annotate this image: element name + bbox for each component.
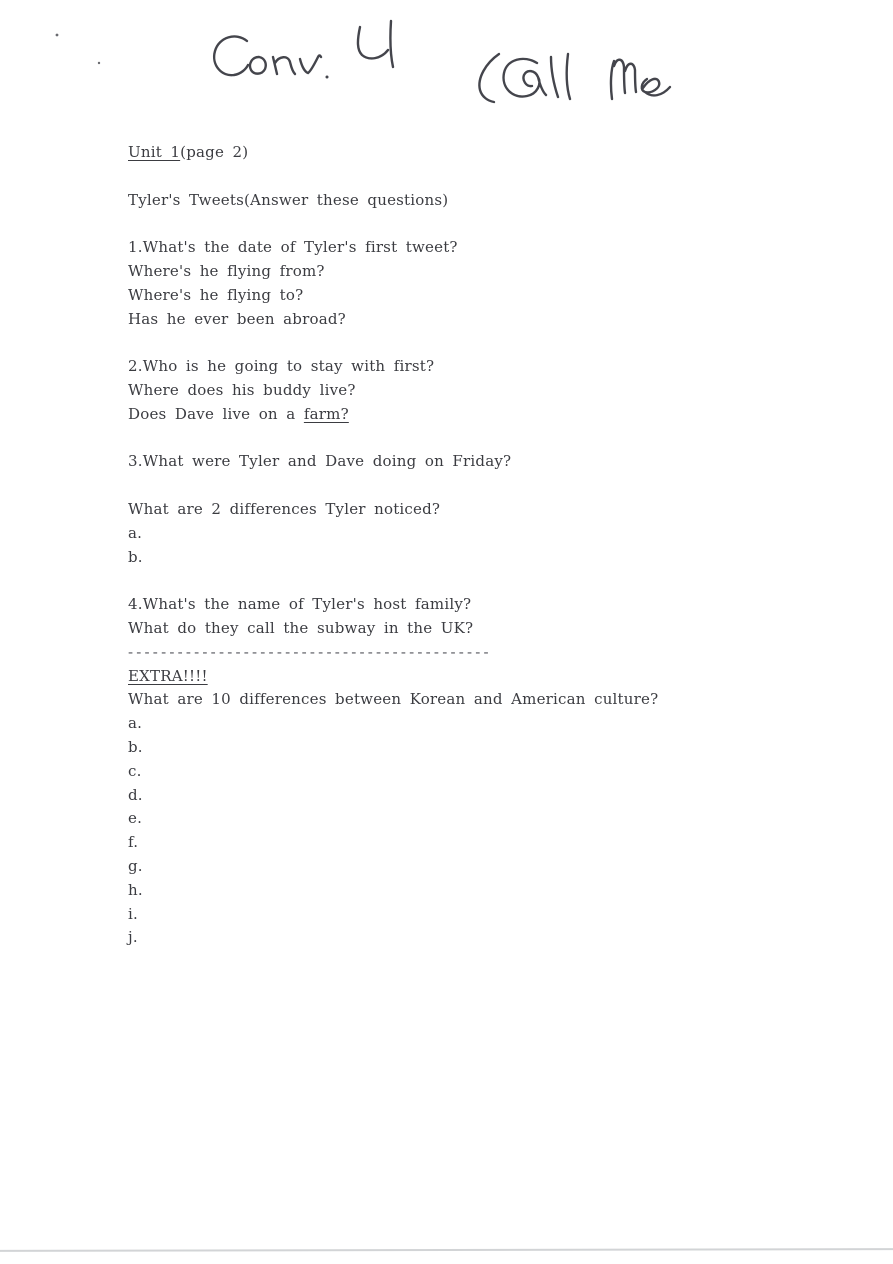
letter-l-stroke [551,57,558,97]
scan-speck [56,34,59,37]
handwriting-conv-4 [214,21,393,79]
question2-line: 2.Who is he going to stay with first? [128,357,435,376]
question4-line: 4.What's the name of Tyler's host family? [128,595,472,614]
letter-M-stroke [611,60,636,99]
spacer-line [128,569,768,593]
handwriting-call-me [479,54,670,102]
answer-blank-item: h. [128,880,143,899]
letter-l-stroke [567,54,570,99]
question1-line: Has he ever been abroad? [128,309,346,328]
farm-line-underlined: farm? [303,404,349,423]
question1-line: 1.What's the date of Tyler's first tweet? [128,238,458,257]
scan-artifact-line [0,1248,893,1252]
answer-blank-item: c. [128,761,142,780]
scan-speck [98,62,100,64]
dashed-divider: -------------------------------------------- [128,642,492,661]
extra-heading-text: EXTRA!!!! [128,666,208,685]
answer-blank-item: i. [128,904,138,923]
numeral-4-stroke [358,21,393,67]
answer-blank-item: e. [128,809,143,828]
question1-line: Where's he flying from? [128,261,325,280]
open-paren-stroke [479,54,499,102]
spacer-line [128,331,768,355]
answer-blank-item: a. [128,714,143,733]
extra-heading [128,665,768,689]
question1-line: Where's he flying to? [128,285,304,304]
spacer-line [128,212,768,236]
spacer-line [128,474,768,498]
question4-line: What do they call the subway in the UK? [128,618,474,637]
answer-blank-item: g. [128,856,143,875]
letter-n-stroke [273,57,295,74]
extra-question-line: What are 10 differences between Korean and American culture? [128,690,659,709]
letter-o-stroke [250,57,266,74]
unit-heading [128,141,768,165]
answer-blank-item: b. [128,547,143,566]
unit-heading-underlined: Unit 1 [128,143,181,161]
unit-heading-rest: (page 2) [180,143,249,161]
answer-blank-item: a. [128,523,143,542]
farm-line-plain: Does Dave live on a [128,404,304,423]
worksheet-body [128,141,768,950]
answer-blank-item: b. [128,737,143,756]
spacer-line [128,165,768,189]
answer-blank-item: j. [128,928,138,947]
letter-C-stroke [214,36,248,75]
letter-e-stroke [642,79,670,96]
question3-differences-line: What are 2 differences Tyler noticed? [128,499,441,518]
question3-line: 3.What were Tyler and Dave doing on Friday? [128,452,512,471]
period-dot [326,76,329,79]
question2-farm-line [128,403,768,427]
answer-blank-item: f. [128,833,139,852]
letter-v-stroke [300,56,321,74]
letters-Ca-stroke [504,59,546,97]
question2-line: Where does his buddy live? [128,380,356,399]
handwritten-annotations [0,0,893,130]
answer-blank-item: d. [128,785,143,804]
intro-line: Tyler's Tweets(Answer these questions) [128,190,449,209]
spacer-line [128,427,768,451]
